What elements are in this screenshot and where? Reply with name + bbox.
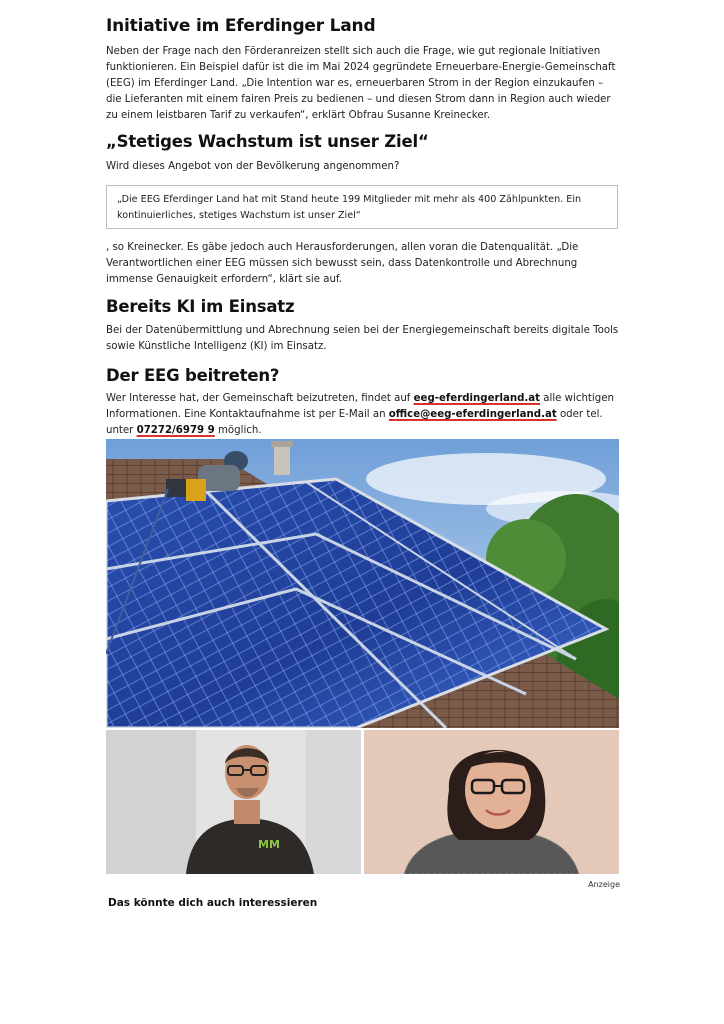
paragraph-contact [106,391,620,439]
website-link[interactable]: eeg-eferdingerland.at [413,393,541,404]
heading-stetiges-wachstum: „Stetiges Wachstum ist unser Ziel“ [106,132,429,151]
contact-text-2: alle wichtigen Informationen. Eine Kontaktaufnahme ist per E-Mail an [106,393,614,420]
quote-box [106,185,618,229]
ad-label: Anzeige [588,880,620,889]
paragraph-ki: Bei der Datenübermittlung und Abrechnung seien bei der Energiegemeinschaft bereits digitale Tools sowie Künstliche Intelligenz (KI) im Einsatz. [106,325,619,352]
heading-eeg-beitreten: Der EEG beitreten? [106,366,280,385]
heading-ki: Bereits KI im Einsatz [106,297,295,316]
heading-initiative: Initiative im Eferdinger Land [106,16,376,36]
portrait-man-photo [106,730,361,874]
paragraph-question: Wird dieses Angebot von der Bevölkerung angenommen? [106,161,400,172]
paragraph-kreinecker: , so Kreinecker. Es gäbe jedoch auch Herausforderungen, allen voran die Datenqualität. „Die Verantwortlichen einer EEG müssen sich bewusst sein, dass Datenkontrolle und Abrechnung immense Genauigkeit erfordern“, klärt sie auf. [106,242,579,285]
quote-text: „Die EEG Eferdinger Land hat mit Stand heute 199 Mitglieder mit mehr als 400 Zählpunkten. Ein kontinuierliches, stetiges Wachstum ist unser Ziel“ [117,194,582,221]
more-articles-heading: Das könnte dich auch interessieren [108,897,318,909]
phone-link[interactable]: 07272/6979 9 [136,425,215,436]
svg-text:MM: MM [258,838,280,851]
portrait-woman-photo [364,730,619,874]
solar-roof-photo [106,439,619,728]
contact-text-4: möglich. [214,425,262,436]
email-link[interactable]: office@eeg-eferdingerland.at [388,409,557,420]
paragraph-initiative: Neben der Frage nach den Förderanreizen stellt sich auch die Frage, wie gut regionale Initiativen funktionieren. Ein Beispiel dafür ist die im Mai 2024 gegründete Erneuerbare-Energie-Gemeinschaft (EEG) im Eferdinger Land. „Die Intention war es, erneuerbaren Strom in der Region einzukaufen – die Lieferanten mit einem fairen Preis zu bedienen – und diesen Strom dann in Region auch wieder zu einem leistbaren Tarif zu verkaufen“, erklärt Obfrau Susanne Kreinecker. [106,46,616,121]
contact-text-3: oder tel. unter [106,409,603,436]
contact-text-1: Wer Interesse hat, der Gemeinschaft beizutreten, findet auf [106,393,414,404]
